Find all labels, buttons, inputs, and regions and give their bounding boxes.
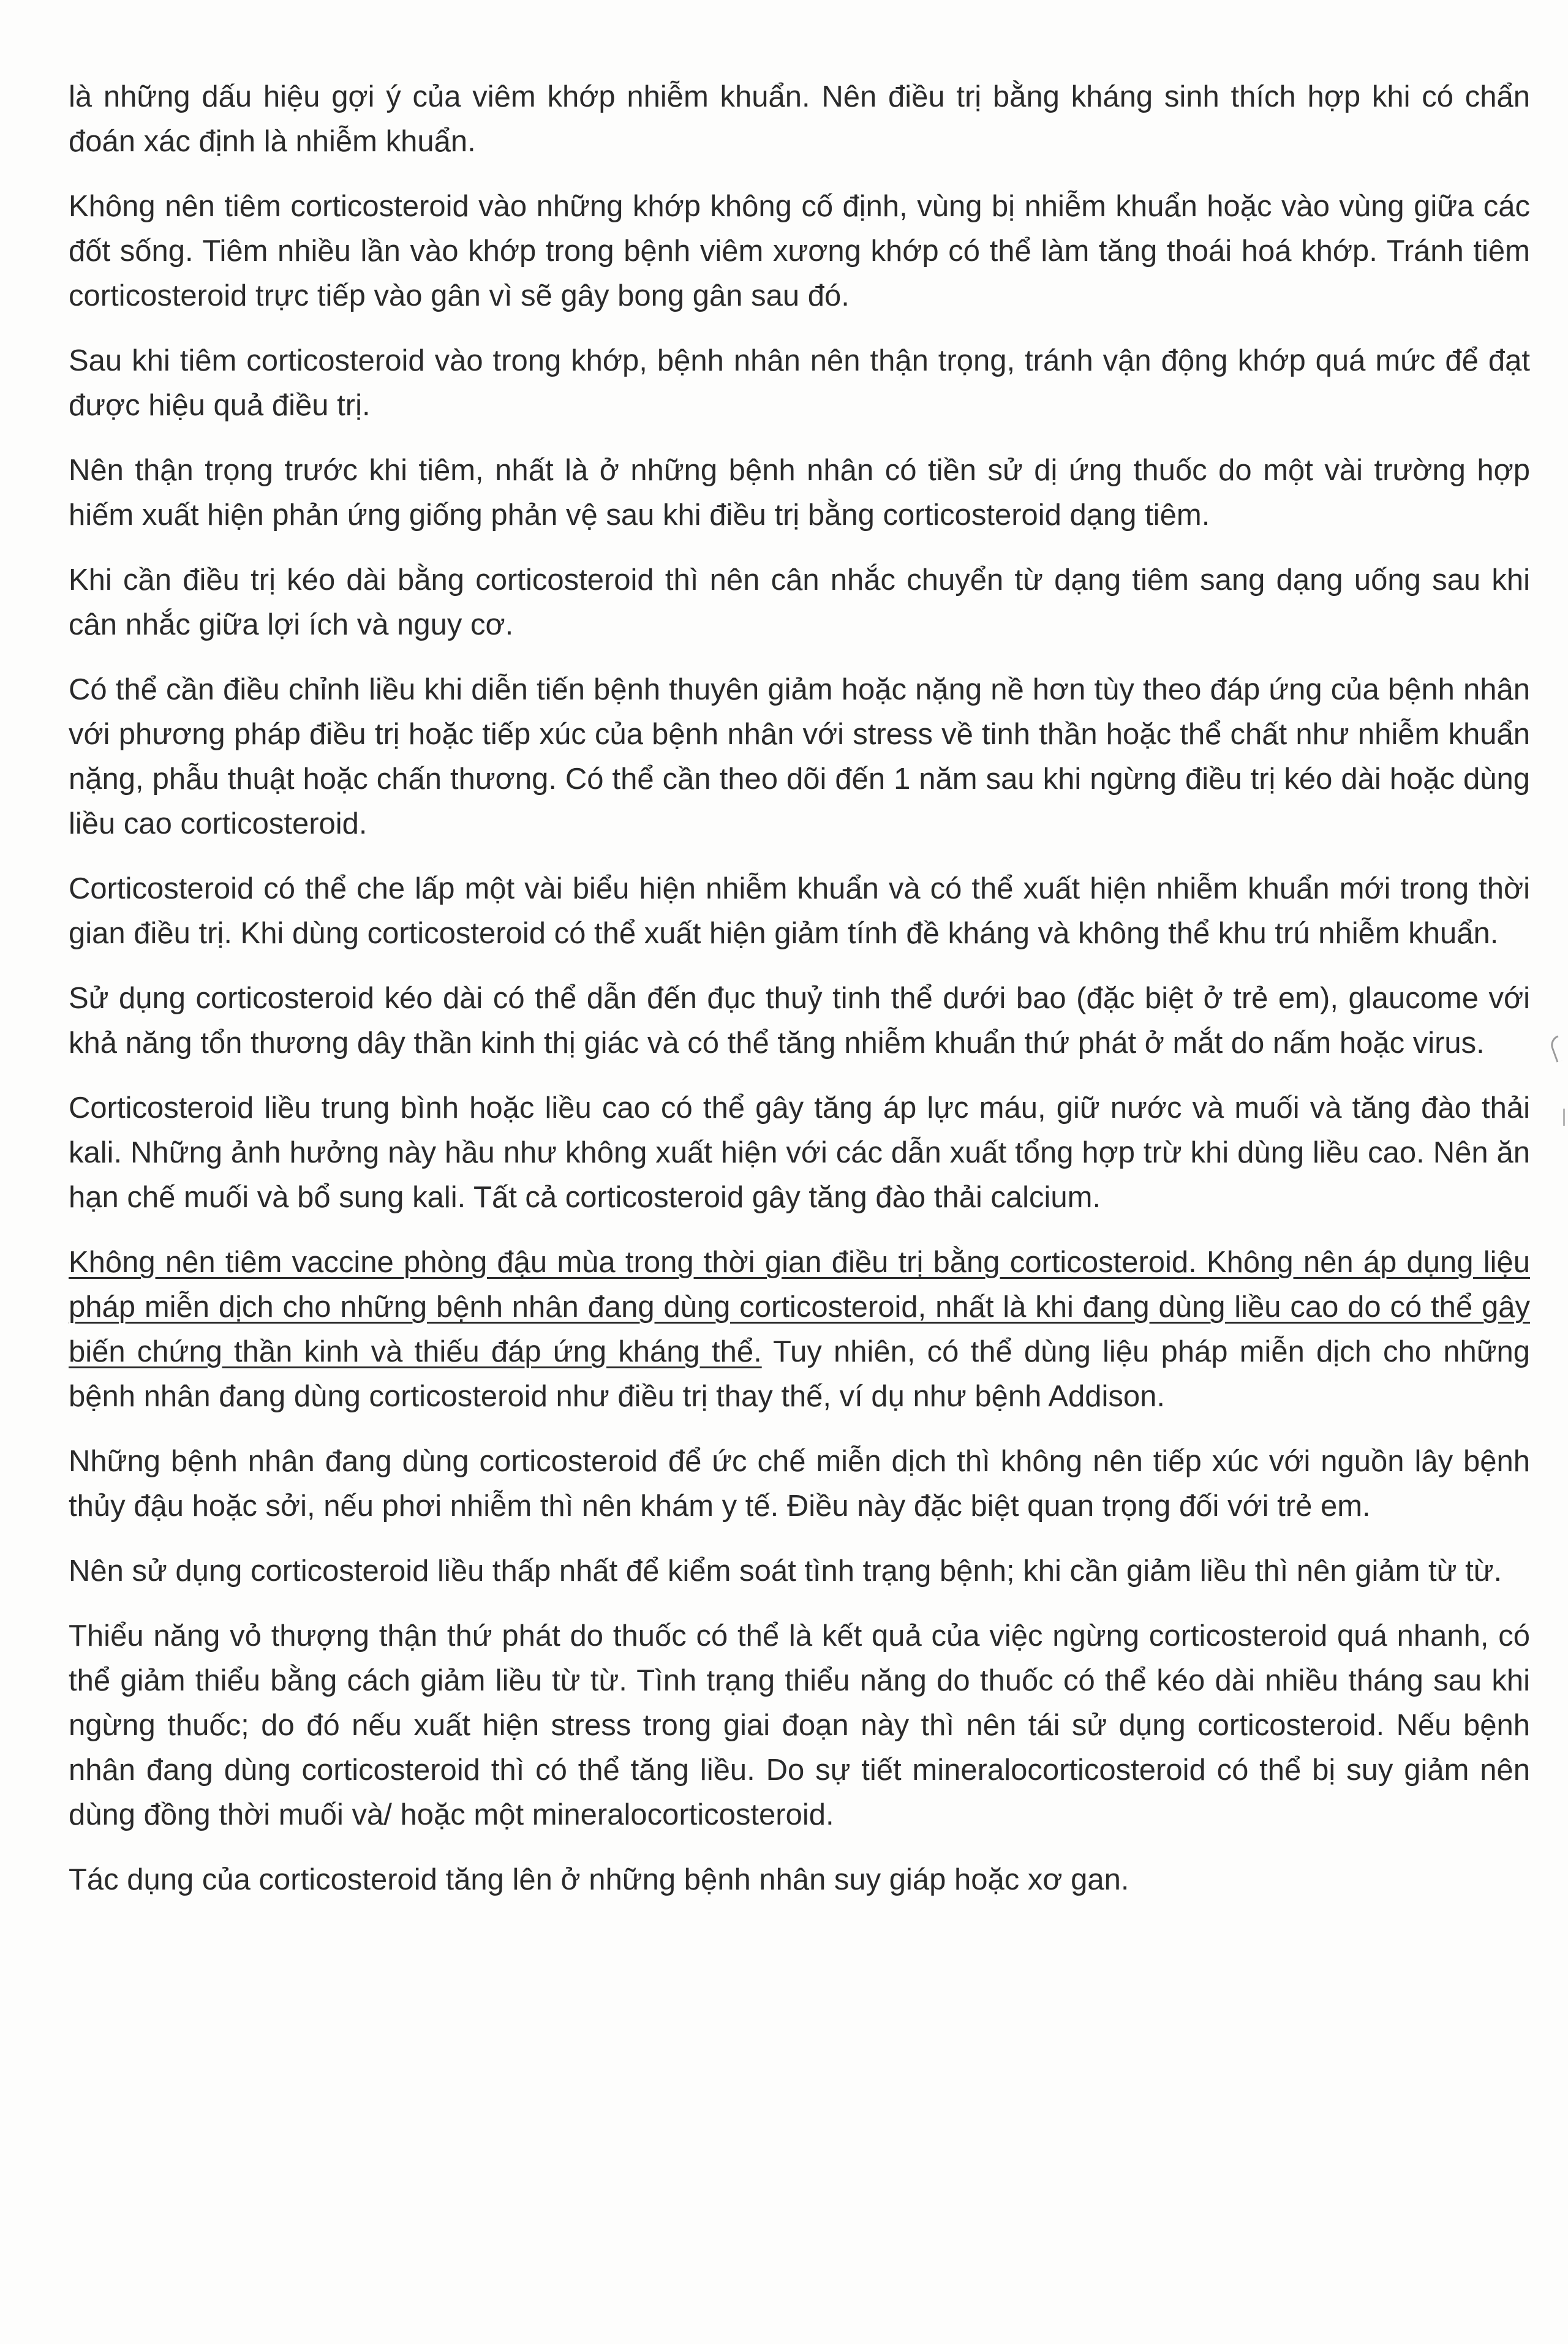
paragraph-adrenal-insufficiency: Thiểu năng vỏ thượng thận thứ phát do thuốc có thể là kết quả của việc ngừng corticosteroid quá nhanh, có thể giảm thiểu bằng cách giảm liều từ từ. Tình trạng thiểu năng do thuốc có thể kéo dài nhiều tháng sau khi ngừng thuốc; do đó nếu xuất hiện stress trong giai đoạn này thì nên tái sử dụng corticosteroid. Nếu bệnh nhân đang dùng corticosteroid thì có thể tăng liều. Do sự tiết mineralocorticosteroid có thể bị suy giảm nên dùng đồng thời muối và/ hoặc một mineralocorticosteroid. bbox=[69, 1619, 1530, 1831]
document-body bbox=[69, 75, 1530, 1923]
scan-artifact-line bbox=[1563, 1109, 1565, 1126]
paragraph-cataract-glaucoma: Sử dụng corticosteroid kéo dài có thể dẫn đến đục thuỷ tinh thể dưới bao (đặc biệt ở trẻ em), glaucome với khả năng tổn thương dây thần kinh thị giác và có thể tăng nhiễm khuẩn thứ phát ở mắt do nấm hoặc virus. bbox=[69, 982, 1530, 1060]
paragraph-allergy-caution: Nên thận trọng trước khi tiêm, nhất là ở những bệnh nhân có tiền sử dị ứng thuốc do một vài trường hợp hiếm xuất hiện phản ứng giống phản vệ sau khi điều trị bằng corticosteroid dạng tiêm. bbox=[69, 454, 1530, 532]
paragraph-dose-adjustment: Có thể cần điều chỉnh liều khi diễn tiến bệnh thuyên giảm hoặc nặng nề hơn tùy theo đáp ứng của bệnh nhân với phương pháp điều trị hoặc tiếp xúc của bệnh nhân với stress về tinh thần hoặc thể chất như nhiễm khuẩn nặng, phẫu thuật hoặc chấn thương. Có thể cần theo dõi đến 1 năm sau khi ngừng điều trị kéo dài hoặc dùng liều cao corticosteroid. bbox=[69, 673, 1530, 840]
vaccination-exception: Tuy nhiên, có thể dùng liệu pháp miễn dịch cho những bệnh nhân đang dùng corticosteroid như điều trị thay thế, ví dụ như bệnh Addison. bbox=[69, 1335, 1530, 1413]
paragraph-fluid-electrolytes: Corticosteroid liều trung bình hoặc liều cao có thể gây tăng áp lực máu, giữ nước và muối và tăng đào thải kali. Những ảnh hưởng này hầu như không xuất hiện với các dẫn xuất tổng hợp trừ khi dùng liều cao. Nên ăn hạn chế muối và bổ sung kali. Tất cả corticosteroid gây tăng đào thải calcium. bbox=[69, 1091, 1530, 1214]
paragraph-septic-arthritis: là những dấu hiệu gợi ý của viêm khớp nhiễm khuẩn. Nên điều trị bằng kháng sinh thích hợp khi có chẩn đoán xác định là nhiễm khuẩn. bbox=[69, 80, 1530, 158]
paragraph-post-injection-care: Sau khi tiêm corticosteroid vào trong khớp, bệnh nhân nên thận trọng, tránh vận động khớp quá mức để đạt được hiệu quả điều trị. bbox=[69, 344, 1530, 422]
paragraph-injection-sites: Không nên tiêm corticosteroid vào những khớp không cố định, vùng bị nhiễm khuẩn hoặc vào vùng giữa các đốt sống. Tiêm nhiều lần vào khớp trong bệnh viêm xương khớp có thể làm tăng thoái hoá khớp. Tránh tiêm corticosteroid trực tiếp vào gân vì sẽ gây bong gân sau đó. bbox=[69, 190, 1530, 312]
scan-artifact-mark bbox=[1548, 1035, 1567, 1062]
paragraph-chickenpox-measles: Những bệnh nhân đang dùng corticosteroid để ức chế miễn dịch thì không nên tiếp xúc với nguồn lây bệnh thủy đậu hoặc sởi, nếu phơi nhiễm thì nên khám y tế. Điều này đặc biệt quan trọng đối với trẻ em. bbox=[69, 1445, 1530, 1523]
paragraph-lowest-dose: Nên sử dụng corticosteroid liều thấp nhất để kiểm soát tình trạng bệnh; khi cần giảm liều thì nên giảm từ từ. bbox=[69, 1555, 1502, 1588]
underlined-vaccination-warning: Không nên tiêm vaccine phòng đậu mùa trong thời gian điều trị bằng corticosteroid. Không nên áp dụng liệu pháp miễn dịch cho những bệnh nhân đang dùng corticosteroid, nhất là khi đang dùng liều cao do có thể gây biến chứng thần kinh và thiếu đáp ứng kháng thể. bbox=[69, 1246, 1530, 1368]
paragraph-vaccination bbox=[69, 1240, 1530, 1419]
paragraph-long-term-oral: Khi cần điều trị kéo dài bằng corticosteroid thì nên cân nhắc chuyển từ dạng tiêm sang dạng uống sau khi cân nhắc giữa lợi ích và nguy cơ. bbox=[69, 563, 1530, 641]
paragraph-masking-infection: Corticosteroid có thể che lấp một vài biểu hiện nhiễm khuẩn và có thể xuất hiện nhiễm khuẩn mới trong thời gian điều trị. Khi dùng corticosteroid có thể xuất hiện giảm tính đề kháng và không thể khu trú nhiễm khuẩn. bbox=[69, 872, 1530, 950]
paragraph-hypothyroid-cirrhosis: Tác dụng của corticosteroid tăng lên ở những bệnh nhân suy giáp hoặc xơ gan. bbox=[69, 1863, 1129, 1896]
